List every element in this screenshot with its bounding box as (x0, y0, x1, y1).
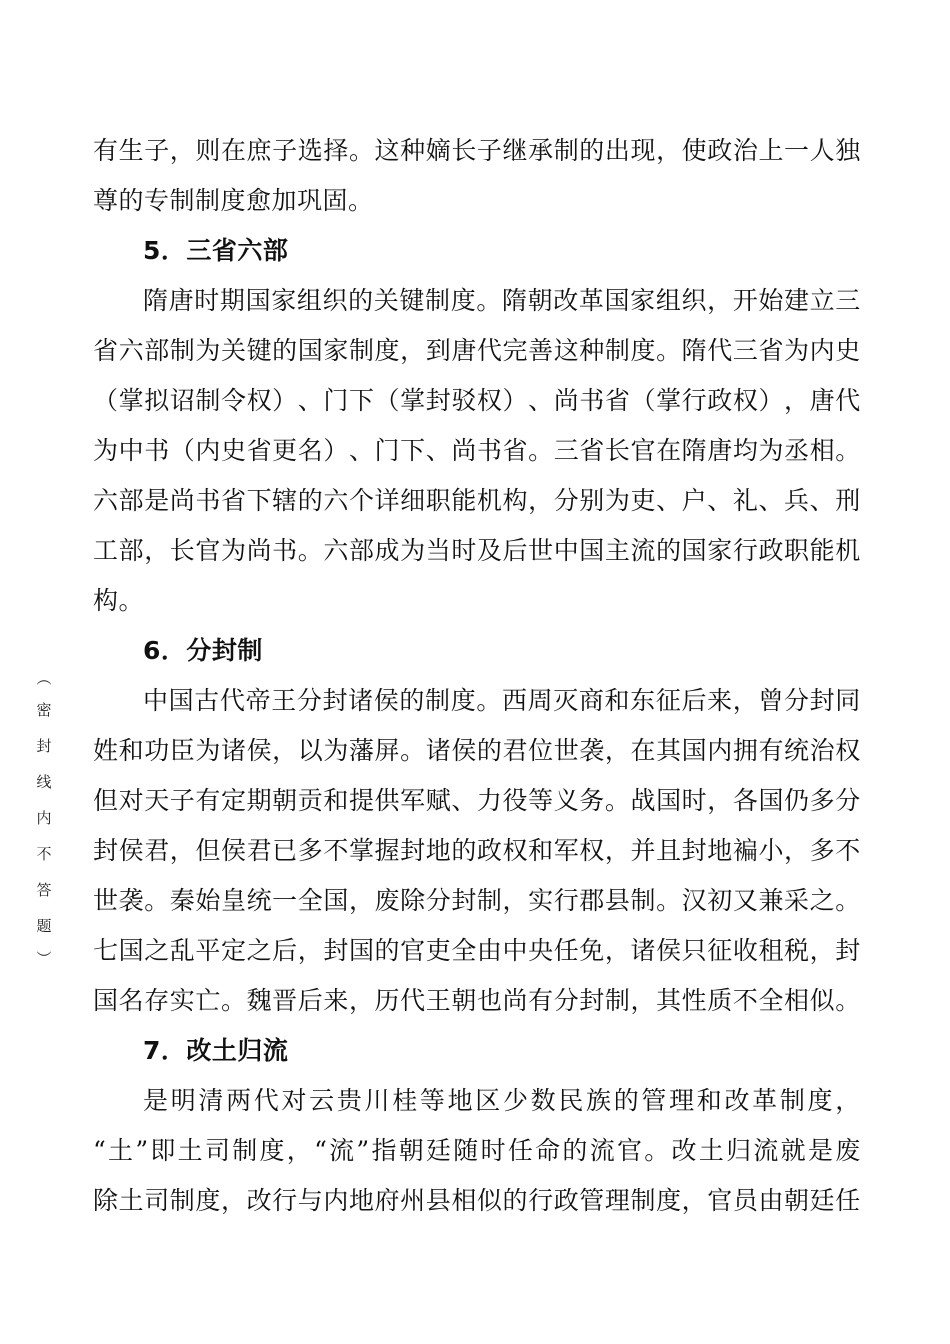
paragraph-line: 中 国 古 代 帝 王 分 封 诸 侯 的 制 度 。 西 周 灭 商 和 东 征 后 来 ， 曾 分 封 同 (143, 686, 861, 715)
paragraph-line: “ 土 ” 即 土 司 制 度 ， “ 流 ” 指 朝 廷 随 时 任 命 的 流 官 。 改 土 归 流 就 是 废 (93, 1136, 861, 1165)
paragraph-line: 除 土 司 制 度 ， 改 行 与 内 地 府 州 县 相 似 的 行 政 管 理 制 度 ， 官 员 由 朝 廷 任 (93, 1186, 861, 1215)
paragraph-line: 是 明 清 两 代 对 云 贵 川 桂 等 地 区 少 数 民 族 的 管 理 和 改 革 制 度 ， (143, 1086, 861, 1115)
paragraph-line: 国 名 存 实 亡 。 魏 晋 后 来 ， 历 代 王 朝 也 尚 有 分 封 制 ， 其 性 质 不 全 相 似 。 (93, 986, 861, 1015)
paragraph-line: 姓 和 功 臣 为 诸 侯 ， 以 为 藩 屏 。 诸 侯 的 君 位 世 袭 ， 在 其 国 内 拥 有 统 治 权 (93, 736, 861, 765)
section-heading: 6．分封制 (143, 636, 263, 665)
seal-line-char: （ (34, 670, 53, 686)
seal-line-char: 不 (36, 845, 52, 863)
paragraph-line: 但 对 天 子 有 定 期 朝 贡 和 提 供 军 赋 、 力 役 等 义 务 。 战 国 时 ， 各 国 仍 多 分 (93, 786, 861, 815)
seal-line-char: 线 (36, 773, 52, 791)
document-body (93, 126, 861, 1226)
paragraph-line: 工 部 ， 长 官 为 尚 书 。 六 部 成 为 当 时 及 后 世 中 国 主 流 的 国 家 行 政 职 能 机 (93, 536, 861, 565)
seal-line-note (26, 664, 62, 972)
paragraph-line: 封 侯 君 ， 但 侯 君 已 多 不 掌 握 封 地 的 政 权 和 军 权 ， 并 且 封 地 褊 小 ， 多 不 (93, 836, 861, 865)
paragraph-line: 世 袭 。 秦 始 皇 统 一 全 国 ， 废 除 分 封 制 ， 实 行 郡 县 制 。 汉 初 又 兼 采 之 。 (93, 886, 861, 915)
paragraph-line: 省 六 部 制 为 关 键 的 国 家 制 度 ， 到 唐 代 完 善 这 种 制 度 。 隋 代 三 省 为 内 史 (93, 336, 861, 365)
paragraph-line: 有 生 子 ， 则 在 庶 子 选 择 。 这 种 嫡 长 子 继 承 制 的 出 现 ， 使 政 治 上 一 人 独 (93, 136, 861, 165)
paragraph-line: （ 掌 拟 诏 制 令 权 ） 、 门 下 （ 掌 封 驳 权 ） 、 尚 书 省 （ 掌 行 政 权 ） ， 唐 代 (93, 386, 861, 415)
seal-line-char: 题 (36, 917, 52, 935)
section-heading: 5．三省六部 (143, 236, 289, 265)
seal-line-char: 封 (36, 737, 52, 755)
paragraph-line: 尊的专制制度愈加巩固。 (93, 186, 374, 215)
paragraph-line: 七 国 之 乱 平 定 之 后 ， 封 国 的 官 吏 全 由 中 央 任 免 ， 诸 侯 只 征 收 租 税 ， 封 (93, 936, 861, 965)
paragraph-line: 六 部 是 尚 书 省 下 辖 的 六 个 详 细 职 能 机 构 ， 分 别 为 吏 、 户 、 礼 、 兵 、 刑 (93, 486, 861, 515)
seal-line-char: ） (34, 950, 53, 966)
section-heading: 7．改土归流 (143, 1036, 289, 1065)
paragraph-line: 构。 (93, 586, 145, 615)
seal-line-char: 答 (36, 881, 52, 899)
paragraph-line: 为 中 书 （ 内 史 省 更 名 ） 、 门 下 、 尚 书 省 。 三 省 长 官 在 隋 唐 均 为 丞 相 。 (93, 436, 861, 465)
seal-line-char: 内 (36, 809, 52, 827)
paragraph-line: 隋 唐 时 期 国 家 组 织 的 关 键 制 度 。 隋 朝 改 革 国 家 组 织 ， 开 始 建 立 三 (143, 286, 861, 315)
seal-line-char: 密 (36, 701, 52, 719)
